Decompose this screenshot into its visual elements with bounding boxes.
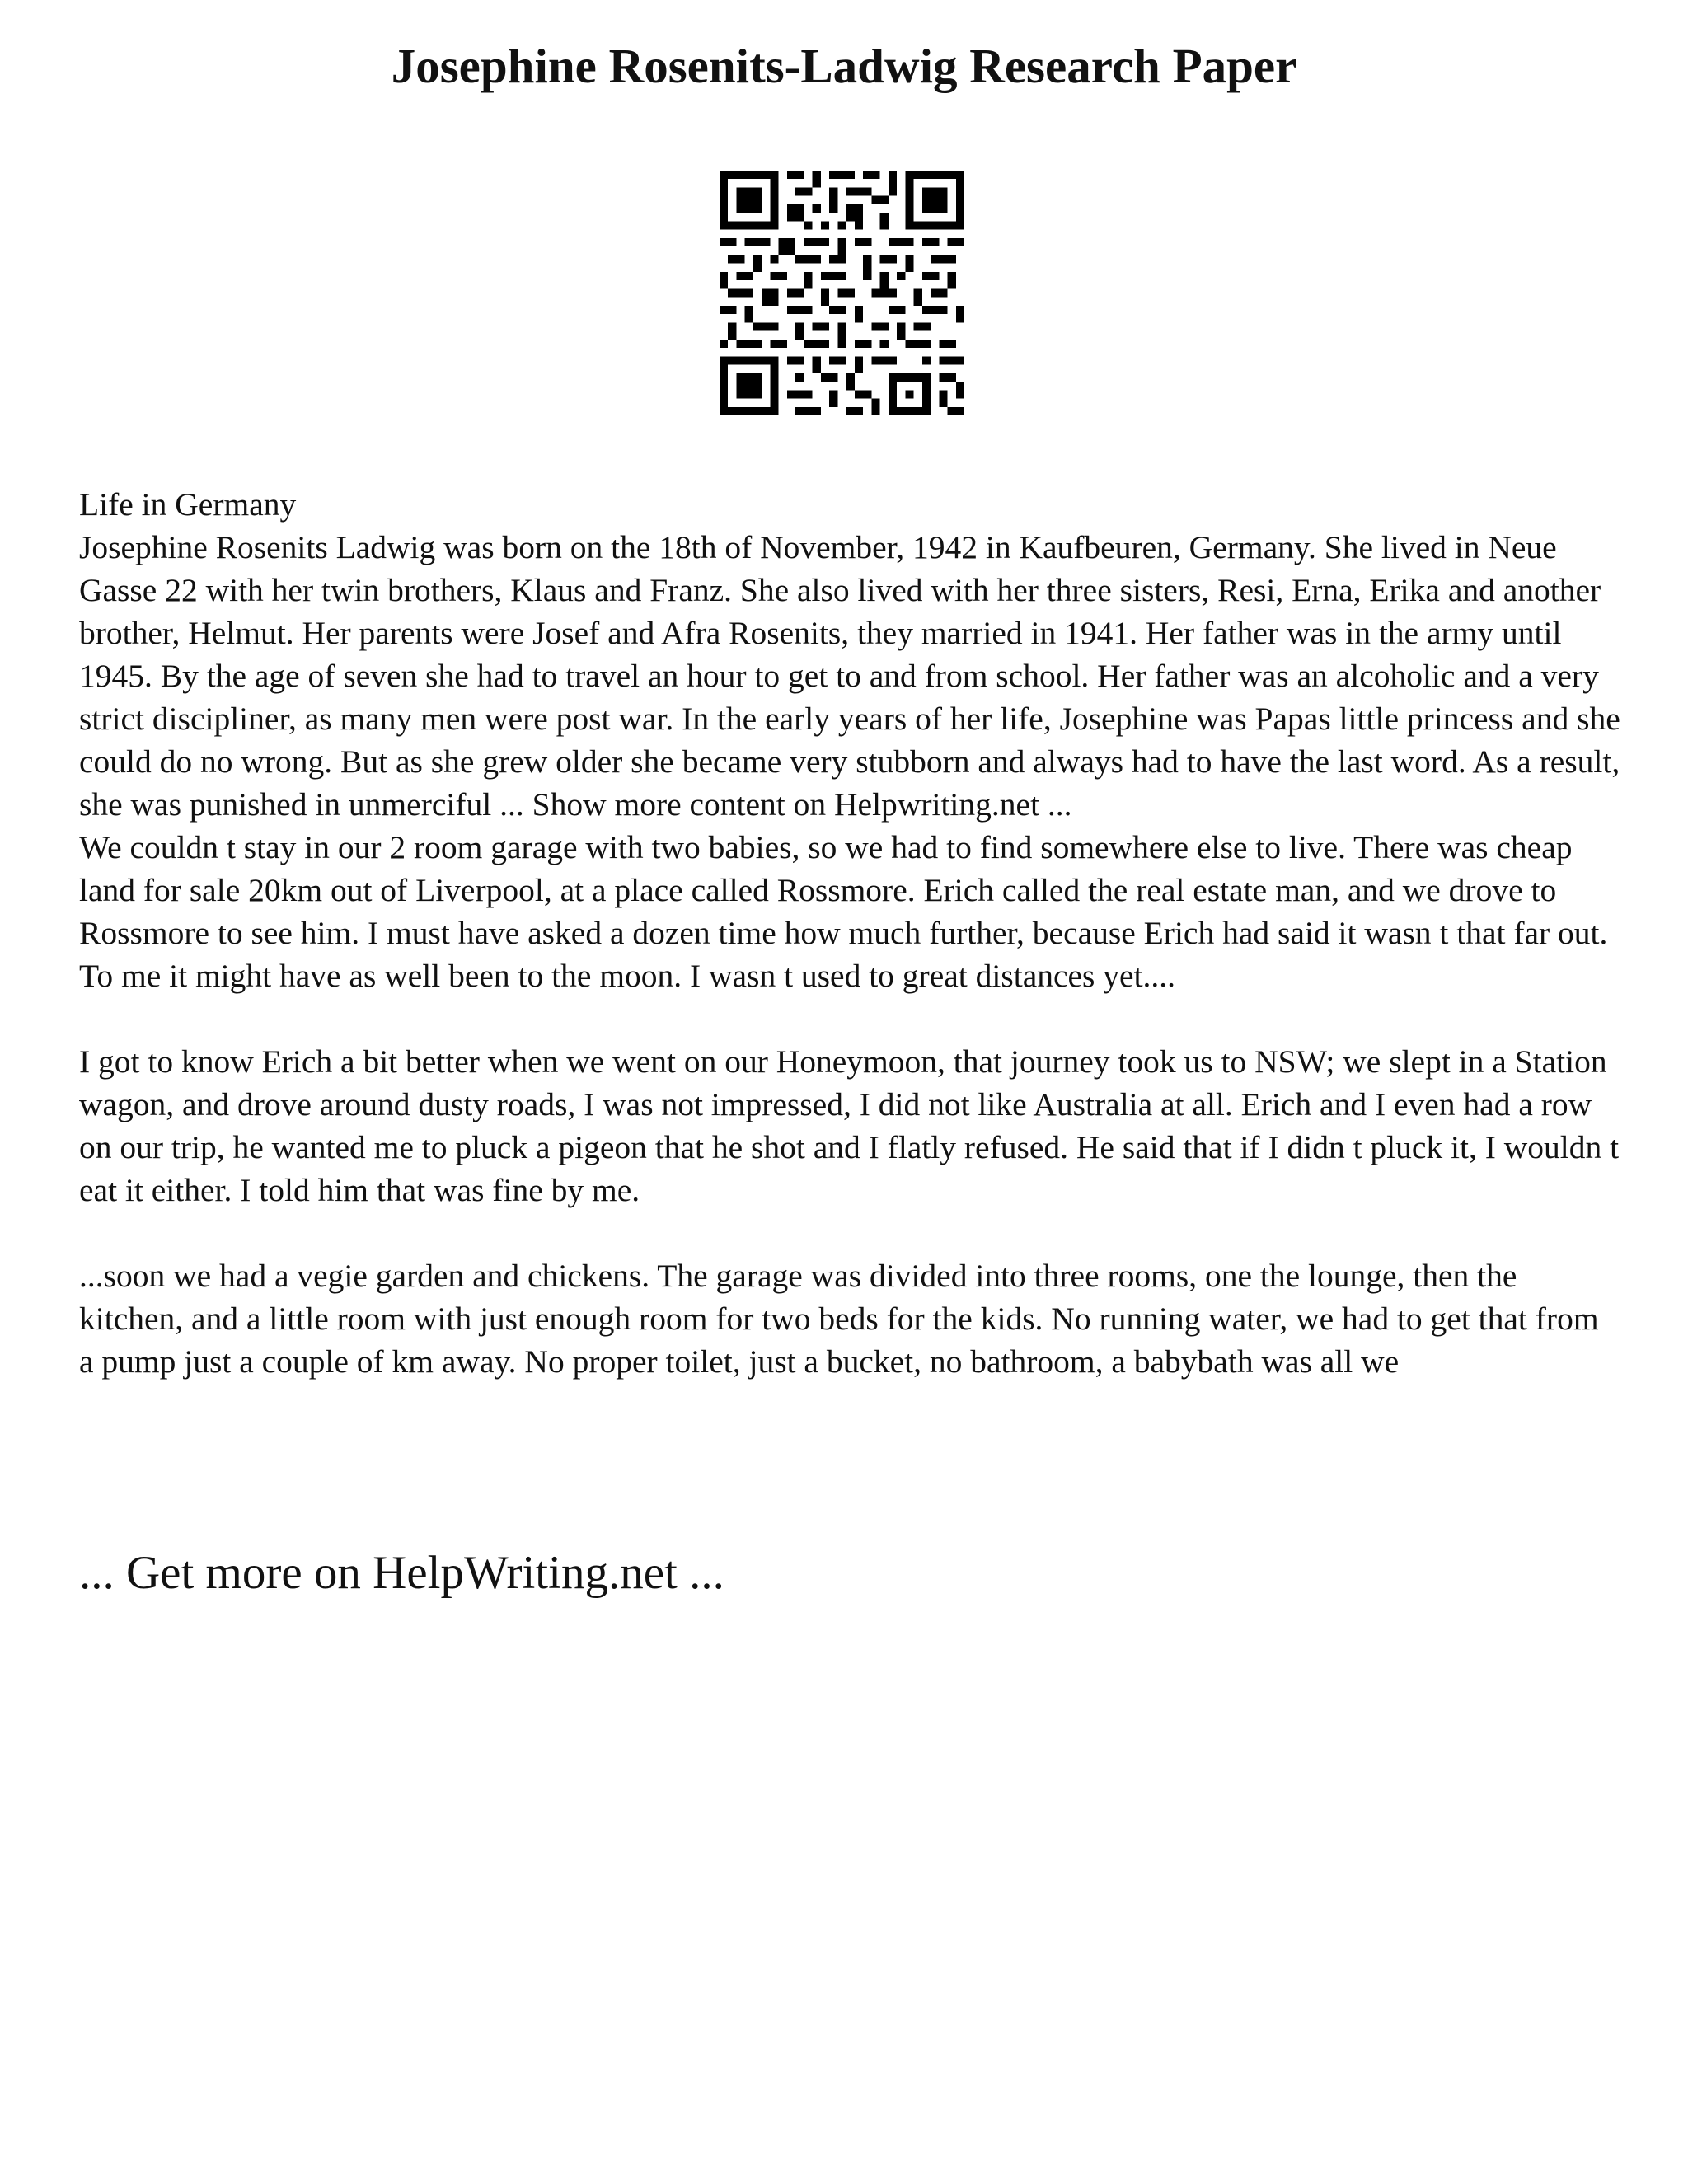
- document-title: Josephine Rosenits-Ladwig Research Paper: [391, 39, 1297, 93]
- get-more-link[interactable]: ... Get more on HelpWriting.net ...: [79, 1547, 724, 1599]
- section-heading: Life in Germany: [79, 486, 297, 523]
- paragraph-gap: [79, 997, 1620, 1040]
- paragraph-honeymoon: I got to know Erich a bit better when we went on our Honeymoon, that journey took us to NSW; we slept in a Station wagon, and drove around dusty roads, I was not impressed, I did not like Australia at all. Erich and I even had a row on our trip, he wanted me to pluck a pigeon that he shot and I flatly refused. He said that if I didn t pluck it, I wouldn t eat it either. I told him that was fine by me.: [79, 1043, 1620, 1208]
- paragraph-gap: [79, 1212, 1620, 1254]
- paragraph-garden: ...soon we had a vegie garden and chickens. The garage was divided into three rooms, one the lounge, then the kitchen, and a little room with just enough room for two beds for the kids. No running water, we had to get that from a pump just a couple of km away. No proper toilet, just a bucket, no bathroom, a babybath was all we: [79, 1258, 1599, 1380]
- paragraph-life-in-germany: Josephine Rosenits Ladwig was born on the 18th of November, 1942 in Kaufbeuren, Germany. She lived in Neue Gasse 22 with her twin brothers, Klaus and Franz. She also lived with her three sisters, Resi, Erna, Erika and another brother, Helmut. Her parents were Josef and Afra Rosenits, they married in 1941. Her father was in the army until 1945. By the age of seven she had to travel an hour to get to and from school. Her father was an alcoholic and a very strict discipliner, as many men were post war. In the early years of her life, Josephine was Papas little princess and she could do no wrong. But as she grew older she became very stubborn and always had to have the last word. As a result, she was punished in unmerciful ... Show more content on Helpwriting.net ...: [79, 529, 1620, 823]
- paragraph-rossmore: We couldn t stay in our 2 room garage with two babies, so we had to find somewhere else to live. There was cheap land for sale 20km out of Liverpool, at a place called Rossmore. Erich called the real estate man, and we drove to Rossmore to see him. I must have asked a dozen time how much further, because Erich had said it wasn t that far out. To me it might have as well been to the moon. I wasn t used to great distances yet....: [79, 829, 1608, 994]
- qr-code: [720, 171, 964, 415]
- article-body: [79, 483, 1620, 1383]
